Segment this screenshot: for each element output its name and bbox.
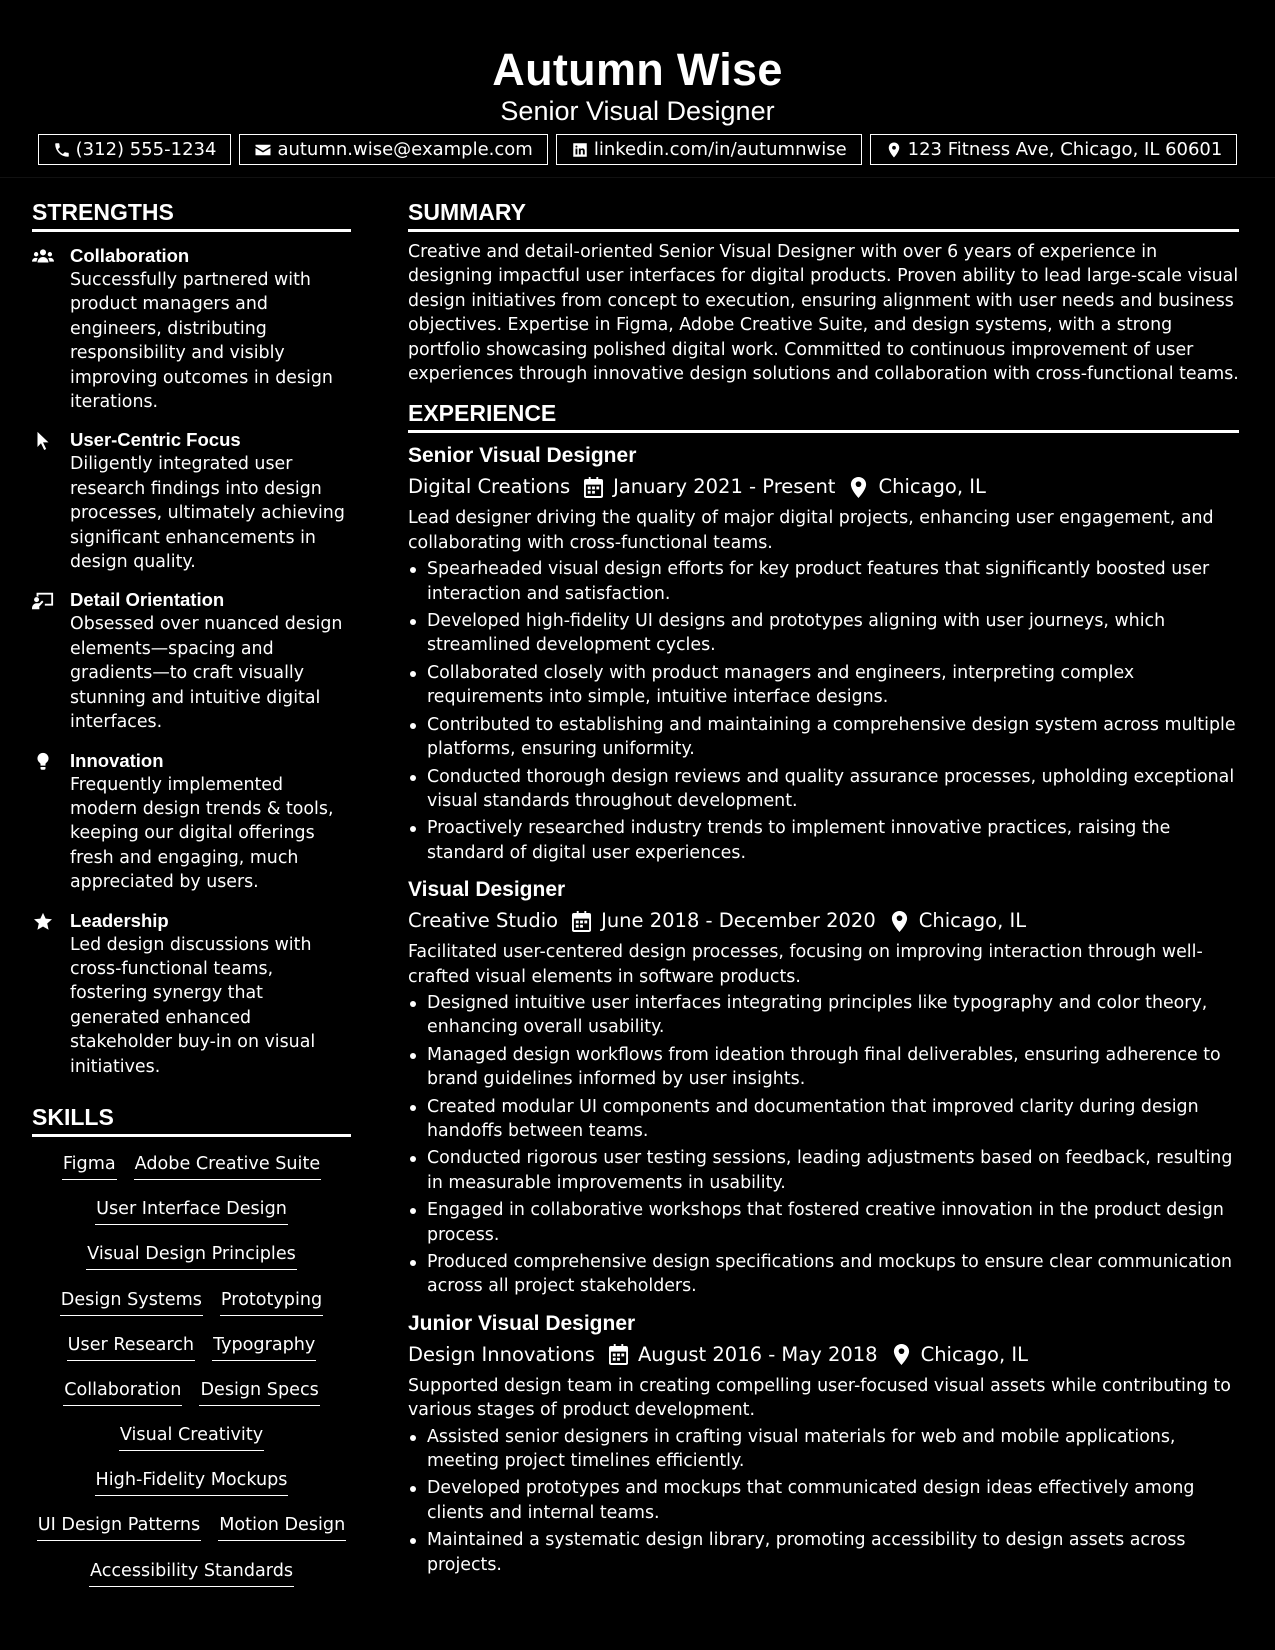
cursor-icon: [32, 431, 54, 451]
summary-heading: SUMMARY: [408, 196, 1239, 232]
bullet-item: Managed design workflows from ideation through final deliverables, ensuring adherence to brand guidelines informed by user insights.: [408, 1043, 1239, 1092]
bullet-item: Conducted rigorous user testing sessions, leading adjustments based on feedback, resulting in measurable improvements in usability.: [408, 1146, 1239, 1195]
candidate-name: Autumn Wise: [492, 44, 783, 95]
linkedin-icon: [571, 141, 589, 159]
contact-address[interactable]: [870, 134, 1238, 165]
bullet-item: Produced comprehensive design specifications and mockups to ensure clear communication across all project stakeholders.: [408, 1250, 1239, 1299]
bullet-item: Proactively researched industry trends to implement innovative practices, raising the standard of digital user experiences.: [408, 816, 1239, 865]
skill-tag: Visual Design Principles: [86, 1241, 297, 1270]
strength-item: [32, 428, 351, 574]
strength-title: Innovation: [70, 749, 164, 771]
bullet-item: Created modular UI components and documentation that improved clarity during design handoffs between teams.: [408, 1095, 1239, 1144]
skill-tag: Design Systems: [60, 1287, 203, 1316]
bullet-item: Assisted senior designers in crafting visual materials for web and mobile applications, meeting project timelines efficiently.: [408, 1425, 1239, 1474]
bullet-item: Engaged in collaborative workshops that fostered creative innovation in the product design process.: [408, 1198, 1239, 1247]
contact-phone[interactable]: [38, 134, 232, 165]
job-location: Chicago, IL: [878, 475, 986, 499]
lightbulb-icon: [32, 752, 54, 772]
job-title: Senior Visual Designer: [408, 444, 637, 468]
email-icon: [254, 141, 272, 159]
users-icon: [32, 247, 54, 267]
strength-title: Leadership: [70, 909, 169, 931]
bullet-item: Developed prototypes and mockups that communicated design ideas effectively among clients and internal teams.: [408, 1476, 1239, 1525]
skills-list: [32, 1151, 351, 1603]
skills-heading: SKILLS: [32, 1101, 351, 1137]
chalkboard-teacher-icon: [32, 591, 54, 611]
contact-linkedin-text: linkedin.com/in/autumnwise: [593, 139, 847, 160]
bullet-item: Collaborated closely with product managers and engineers, interpreting complex requirements into simple, intuitive interface designs.: [408, 661, 1239, 710]
job-description: Supported design team in creating compelling user-focused visual assets while contributing to various stages of product development.: [408, 1375, 1231, 1421]
skill-tag: User Research: [67, 1332, 195, 1361]
skill-tag: User Interface Design: [95, 1196, 288, 1225]
strength-item: [32, 588, 351, 734]
location-pin-icon: [890, 911, 909, 932]
contact-email[interactable]: [239, 134, 547, 165]
job-company: Design Innovations: [408, 1342, 595, 1366]
job-dates: June 2018 - December 2020: [601, 909, 876, 933]
job-dates: January 2021 - Present: [613, 475, 836, 499]
strengths-heading: STRENGTHS: [32, 196, 351, 232]
strength-title: Collaboration: [70, 245, 190, 266]
job-description: Lead designer driving the quality of major digital projects, enhancing user engagement, and collaborating with cross-functional teams.: [408, 508, 1214, 553]
right-column: [408, 196, 1239, 1580]
star-icon: [32, 912, 54, 932]
strength-desc: Frequently implemented modern design trends & tools, keeping our digital offerings fresh and engaging, much appreciated by users.: [70, 774, 334, 893]
strength-title: User-Centric Focus: [70, 429, 241, 451]
job-dates: August 2016 - May 2018: [637, 1342, 878, 1366]
calendar-icon: [609, 1344, 628, 1365]
job-entry: [408, 1309, 1239, 1577]
skill-tag: Accessibility Standards: [89, 1558, 294, 1587]
location-pin-icon: [885, 141, 903, 159]
job-description: Facilitated user-centered design processes, focusing on improving interaction through well-crafted visual elements in software products.: [408, 942, 1203, 987]
strength-desc: Diligently integrated user research findings into design processes, ultimately achieving significant enhancements in design quality.: [70, 454, 345, 573]
bullet-item: Contributed to establishing and maintaining a comprehensive design system across multiple platforms, ensuring uniformity.: [408, 713, 1239, 762]
job-meta: [408, 471, 1239, 503]
strength-desc: Led design discussions with cross-functional teams, fostering synergy that generated enhanced stakeholder buy-in on visual initiatives.: [70, 934, 316, 1077]
job-title: Junior Visual Designer: [408, 1311, 636, 1335]
strengths-list: [32, 244, 351, 1079]
contact-linkedin[interactable]: [556, 134, 862, 165]
contact-address-text: 123 Fitness Ave, Chicago, IL 60601: [907, 139, 1223, 160]
job-entry: [408, 875, 1239, 1299]
skill-tag: Design Specs: [199, 1377, 319, 1406]
job-location: Chicago, IL: [918, 909, 1027, 933]
skill-tag: Prototyping: [220, 1287, 323, 1316]
job-company: Creative Studio: [408, 909, 559, 933]
bullet-item: Designed intuitive user interfaces integrating principles like typography and color theory, enhancing overall usability.: [408, 991, 1239, 1040]
skill-tag: UI Design Patterns: [37, 1512, 201, 1541]
bullet-item: Developed high-fidelity UI designs and prototypes aligning with user journeys, which streamlined development cycles.: [408, 609, 1239, 658]
job-bullets: [408, 1425, 1239, 1577]
experience-heading: EXPERIENCE: [408, 397, 1239, 433]
location-pin-icon: [892, 1344, 911, 1365]
skill-tag: Collaboration: [63, 1377, 182, 1406]
skill-tag: Typography: [212, 1332, 316, 1361]
contact-phone-text: (312) 555-1234: [75, 139, 217, 160]
skill-tag: Motion Design: [218, 1512, 346, 1541]
resume-header: [0, 0, 1275, 178]
contact-email-text: autumn.wise@example.com: [277, 139, 533, 160]
skill-tag: High-Fidelity Mockups: [95, 1467, 289, 1496]
phone-icon: [53, 141, 71, 159]
job-bullets: [408, 557, 1239, 865]
bullet-item: Spearheaded visual design efforts for key product features that significantly boosted user interaction and satisfaction.: [408, 557, 1239, 606]
strength-desc: Successfully partnered with product managers and engineers, distributing responsibility and visibly improving outcomes in design iterations.: [70, 270, 333, 413]
job-meta: [408, 1339, 1239, 1371]
calendar-icon: [572, 911, 591, 932]
location-pin-icon: [849, 477, 868, 498]
bullet-item: Maintained a systematic design library, promoting accessibility to design assets across projects.: [408, 1528, 1239, 1577]
skill-tag: Visual Creativity: [119, 1422, 264, 1451]
job-company: Digital Creations: [408, 475, 571, 499]
job-entry: [408, 441, 1239, 865]
strength-desc: Obsessed over nuanced design elements—spacing and gradients—to craft visually stunning and intuitive digital interfaces.: [70, 614, 343, 733]
skill-tag: Figma: [62, 1151, 117, 1180]
skill-tag: Adobe Creative Suite: [134, 1151, 322, 1180]
job-title: Visual Designer: [408, 878, 566, 902]
strength-title: Detail Orientation: [70, 589, 225, 611]
job-bullets: [408, 991, 1239, 1299]
summary-text: Creative and detail-oriented Senior Visual Designer with over 6 years of experience in designing impactful user interfaces for digital products. Proven ability to lead large-scale visual design initiatives from concept to execution, ensuring alignment with user needs and business objectives. Expertise in Figma, Adobe Creative Suite, and design systems, with a strong portfolio showcasing polished digital work. Committed to continuous improvement of user experiences through innovative design solutions and collaboration with cross-functional teams.: [408, 242, 1239, 385]
job-location: Chicago, IL: [920, 1342, 1028, 1366]
job-meta: [408, 905, 1239, 937]
candidate-title: Senior Visual Designer: [500, 96, 775, 126]
bullet-item: Conducted thorough design reviews and quality assurance processes, upholding exceptional visual standards throughout development.: [408, 765, 1239, 814]
strength-item: [32, 244, 351, 414]
contact-bar: [0, 134, 1275, 165]
left-column: [32, 196, 351, 1603]
calendar-icon: [584, 477, 603, 498]
strength-item: [32, 749, 351, 895]
strength-item: [32, 909, 351, 1079]
